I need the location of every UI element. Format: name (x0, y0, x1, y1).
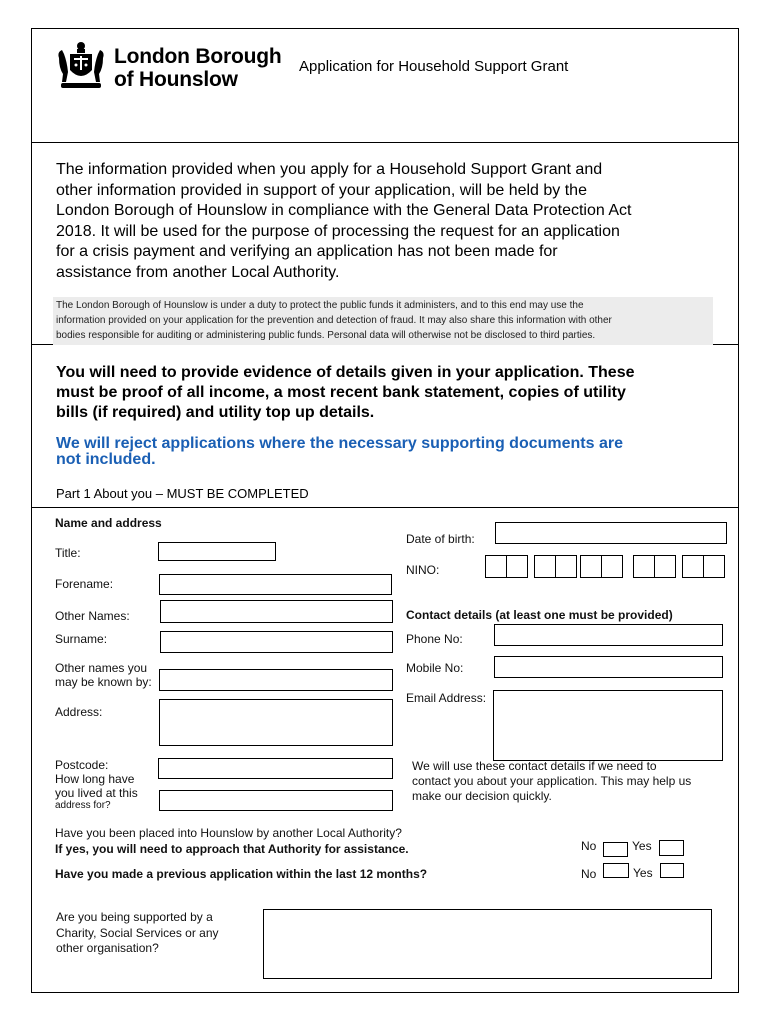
part1-heading-suffix: – MUST BE COMPLETED (152, 486, 309, 501)
hounslow-crest-icon (55, 40, 107, 90)
evidence-requirement (56, 363, 736, 423)
evidence-line: must be proof of all income, a most recent bank statement, copies of utility (56, 384, 626, 401)
contact-note-line: contact you about your application. This may help us (412, 774, 692, 788)
support-line: Are you being supported by a (56, 910, 213, 924)
support-line: Charity, Social Services or any (56, 925, 219, 940)
nino-cell[interactable] (485, 555, 507, 578)
support-question (56, 910, 219, 957)
how-long-line: you lived at this (55, 786, 138, 800)
nino-cell[interactable] (654, 555, 676, 578)
forename-field[interactable] (159, 574, 392, 595)
rejection-warning (56, 436, 736, 468)
support-details-field[interactable] (263, 909, 712, 979)
title-label: Title: (55, 546, 81, 560)
known-by-label (55, 661, 152, 689)
mobile-label: Mobile No: (406, 661, 464, 675)
nino-cell[interactable] (601, 555, 623, 578)
logo-line-1: London Borough (114, 45, 282, 68)
form-title: Application for Household Support Grant (299, 58, 569, 75)
how-long-line: address for? (55, 800, 111, 811)
nino-cell[interactable] (555, 555, 577, 578)
phone-field[interactable] (494, 624, 723, 646)
surname-field[interactable] (160, 631, 393, 653)
notice-line: for a crisis payment and verifying an application has not been made for (56, 243, 558, 260)
contact-note-line: We will use these contact details if we need to (412, 759, 657, 773)
nino-cell[interactable] (580, 555, 602, 578)
postcode-label: Postcode: (55, 758, 109, 772)
contact-note-line: make our decision quickly. (412, 789, 552, 803)
previous-no-label: No (581, 867, 597, 881)
fraud-line: information provided on your application for the prevention and detection of fraud. It may also share this information with other (56, 315, 612, 326)
notice-line: assistance from another Local Authority. (56, 263, 340, 281)
other-names-label: Other Names: (55, 609, 130, 623)
phone-label: Phone No: (406, 632, 463, 646)
nino-cell[interactable] (682, 555, 704, 578)
notice-line: London Borough of Hounslow in compliance with the General Data Protection Act (56, 202, 632, 219)
fraud-line: The London Borough of Hounslow is under a duty to protect the public funds it administers, and to this end may use the (56, 300, 584, 311)
known-by-line: Other names you (55, 661, 148, 675)
nino-group-1 (485, 555, 528, 578)
nino-label: NINO: (406, 563, 440, 577)
support-line: other organisation? (56, 941, 159, 955)
email-label: Email Address: (406, 691, 487, 705)
dob-field[interactable] (495, 522, 727, 544)
placed-yes-label: Yes (632, 839, 652, 853)
known-by-line: may be known by: (55, 675, 152, 689)
nino-cell[interactable] (534, 555, 556, 578)
fraud-line: bodies responsible for auditing or administering public funds. Personal data will otherwise not be disclosed to third parties. (56, 330, 596, 341)
surname-label: Surname: (55, 632, 108, 646)
header-divider (31, 142, 739, 143)
evidence-line: You will need to provide evidence of details given in your application. These (56, 364, 635, 381)
data-protection-notice (56, 160, 726, 283)
postcode-field[interactable] (158, 758, 393, 779)
nino-cell[interactable] (633, 555, 655, 578)
time-at-address-field[interactable] (159, 790, 393, 811)
previous-no-checkbox[interactable] (603, 863, 629, 878)
address-label: Address: (55, 705, 103, 719)
mobile-field[interactable] (494, 656, 723, 678)
title-field[interactable] (158, 542, 276, 561)
nino-group-5 (682, 555, 725, 578)
previous-question: Have you made a previous application within the last 12 months? (55, 867, 428, 881)
address-field[interactable] (159, 699, 393, 746)
placed-instruction: If yes, you will need to approach that Authority for assistance. (55, 842, 409, 856)
nino-cell[interactable] (703, 555, 725, 578)
borough-logo-text (114, 45, 281, 91)
nino-group-4 (633, 555, 676, 578)
previous-yes-checkbox[interactable] (660, 863, 684, 878)
known-by-field[interactable] (159, 669, 393, 691)
part1-heading-prefix: Part 1 About you (56, 486, 153, 501)
dob-label: Date of birth: (406, 532, 475, 546)
placed-yes-checkbox[interactable] (659, 840, 684, 856)
nino-group-2 (534, 555, 577, 578)
part1-heading (56, 486, 309, 501)
how-long-label (55, 772, 138, 811)
reject-line: We will reject applications where the necessary supporting documents are (56, 435, 623, 452)
part1-divider (31, 507, 739, 508)
evidence-line: bills (if required) and utility top up details. (56, 404, 375, 421)
email-field[interactable] (493, 690, 723, 761)
how-long-line: How long have (55, 772, 135, 786)
contact-heading: Contact details (at least one must be provided) (406, 608, 673, 622)
other-names-field[interactable] (160, 600, 393, 623)
placed-no-label: No (581, 839, 597, 853)
placed-no-checkbox[interactable] (603, 842, 628, 857)
notice-line: The information provided when you apply for a Household Support Grant and (56, 161, 603, 178)
notice-line: other information provided in support of your application, will be held by the (56, 181, 587, 199)
placed-question: Have you been placed into Hounslow by another Local Authority? (55, 826, 402, 840)
notice-line: 2018. It will be used for the purpose of processing the request for an application (56, 222, 620, 240)
previous-yes-label: Yes (633, 866, 653, 880)
fraud-notice (53, 297, 713, 345)
nino-group-3 (580, 555, 623, 578)
contact-note (412, 759, 691, 804)
logo-line-2: of Hounslow (114, 68, 238, 91)
reject-line: not included. (56, 451, 156, 468)
nino-cell[interactable] (506, 555, 528, 578)
forename-label: Forename: (55, 577, 114, 591)
name-address-heading: Name and address (55, 516, 162, 530)
